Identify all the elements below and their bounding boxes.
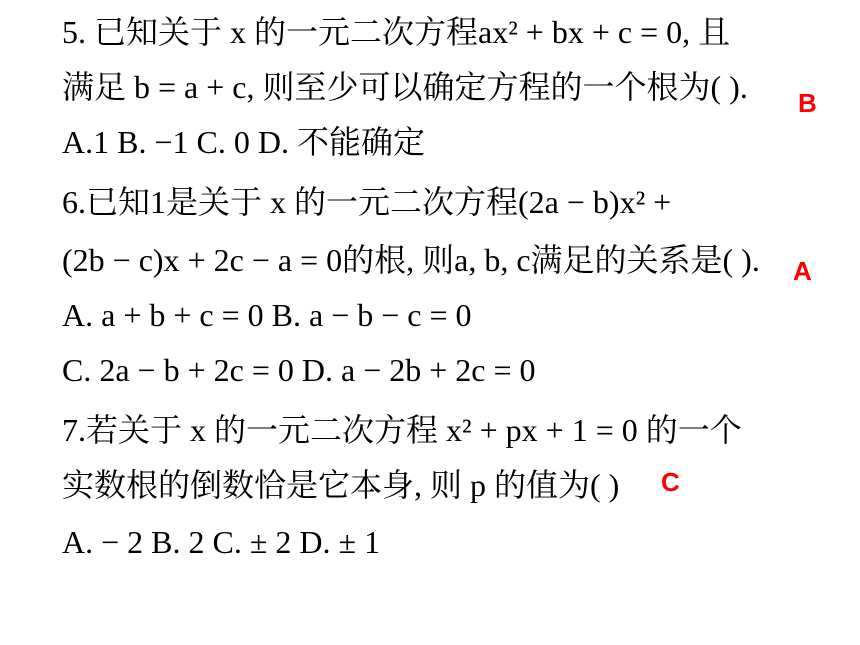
q6-answer: A <box>793 256 812 286</box>
q5-stem-line-2: 满足 b = a + c, 则至少可以确定方程的一个根为( ). <box>62 69 748 105</box>
q7-options: A. − 2 B. 2 C. ± 2 D. ± 1 <box>62 524 381 560</box>
q6-options-row-2: C. 2a − b + 2c = 0 D. a − 2b + 2c = 0 <box>62 352 536 388</box>
q5-options: A.1 B. −1 C. 0 D. 不能确定 <box>62 124 425 160</box>
q5-answer: B <box>798 88 817 118</box>
q6-stem-line-2: (2b − c)x + 2c − a = 0的根, 则a, b, c满足的关系是( ). <box>62 242 760 278</box>
q7-stem-line-1: 7.若关于 x 的一元二次方程 x² + px + 1 = 0 的一个 <box>62 412 742 448</box>
q6-options-row-1: A. a + b + c = 0 B. a − b − c = 0 <box>62 297 472 333</box>
q7-stem-line-2: 实数根的倒数恰是它本身, 则 p 的值为( ) <box>62 467 620 503</box>
q5-stem-line-1: 5. 已知关于 x 的一元二次方程ax² + bx + c = 0, 且 <box>62 14 731 50</box>
q7-answer: C <box>661 467 680 497</box>
q6-stem-line-1: 6.已知1是关于 x 的一元二次方程(2a − b)x² + <box>62 184 672 220</box>
